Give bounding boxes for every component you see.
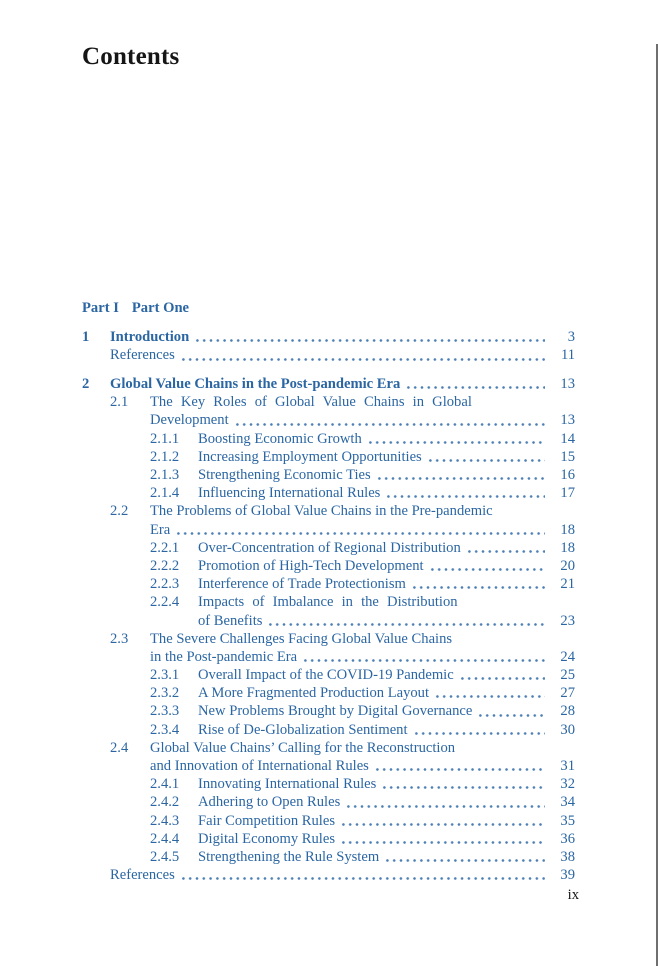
toc-entry-number: 2.1 (110, 394, 129, 411)
table-of-contents (82, 328, 575, 884)
toc-entry-title[interactable]: Over-Concentration of Regional Distribution (198, 539, 461, 556)
toc-page-number: 28 (560, 703, 575, 720)
toc-dot-leader (405, 375, 545, 393)
toc-entry-number: 2.3.3 (150, 703, 180, 720)
toc-entry-title[interactable]: Digital Economy Rules (198, 830, 336, 847)
toc-page-number: 31 (560, 758, 575, 774)
toc-row (82, 393, 575, 411)
toc-entry-number: 2.2.4 (150, 594, 180, 611)
toc-page-number: 3 (567, 329, 575, 346)
toc-dot-leader (234, 411, 545, 429)
toc-dot-leader (340, 830, 545, 848)
toc-row (82, 793, 575, 811)
folio-page-number: ix (567, 887, 579, 904)
toc-page-number: 21 (560, 576, 575, 593)
toc-dot-leader (429, 557, 545, 575)
toc-entry-number: 2.1.1 (150, 430, 180, 447)
toc-page-number: 38 (560, 848, 575, 865)
toc-row (82, 375, 575, 393)
toc-row (82, 812, 575, 830)
toc-row (82, 612, 575, 630)
toc-page-number: 39 (560, 867, 575, 884)
toc-page-number: 13 (560, 376, 575, 393)
toc-entry-title[interactable]: The Problems of Global Value Chains in the Pre-pandemic (150, 503, 493, 520)
toc-entry-number: 2.4.4 (150, 830, 180, 847)
toc-page-number: 24 (560, 648, 575, 665)
toc-row (82, 411, 575, 429)
toc-dot-leader (302, 648, 545, 666)
part-heading (82, 300, 575, 318)
part-title: Part One (131, 300, 190, 316)
toc-entry-title[interactable]: Rise of De-Globalization Sentiment (198, 721, 408, 738)
toc-dot-leader (381, 775, 545, 793)
toc-row (82, 593, 575, 611)
toc-dot-leader (345, 793, 545, 811)
toc-dot-leader (384, 848, 545, 866)
toc-row (82, 448, 575, 466)
toc-row (82, 648, 575, 666)
toc-entry-title[interactable]: Impacts of Imbalance in the Distribution (198, 594, 458, 611)
toc-page-number: 27 (560, 685, 575, 702)
toc-row (82, 702, 575, 720)
toc-page-number: 30 (560, 721, 575, 738)
toc-row (82, 328, 575, 346)
toc-entry-title[interactable]: and Innovation of International Rules (150, 758, 369, 774)
toc-entry-title[interactable]: Introduction (110, 329, 190, 346)
toc-entry-title[interactable]: Fair Competition Rules (198, 812, 336, 829)
toc-entry-title[interactable]: References (110, 867, 175, 884)
toc-row (82, 466, 575, 484)
toc-entry-number: 2.4.5 (150, 848, 180, 865)
toc-entry-title[interactable]: Strengthening Economic Ties (198, 467, 371, 483)
toc-dot-leader (175, 521, 545, 539)
toc-dot-leader (466, 539, 545, 557)
toc-entry-number: 2.3.4 (150, 721, 180, 738)
toc-dot-leader (411, 575, 545, 593)
toc-dot-leader (477, 702, 545, 720)
toc-page-number: 16 (560, 467, 575, 483)
toc-row (82, 484, 575, 502)
part-label: Part I (82, 300, 119, 316)
toc-row (82, 575, 575, 593)
toc-entry-number: 2 (82, 376, 90, 393)
toc-entry-title[interactable]: of Benefits (198, 612, 263, 629)
toc-entry-title[interactable]: The Key Roles of Global Value Chains in Global (150, 394, 472, 411)
toc-dot-leader (180, 346, 545, 364)
toc-dot-leader (385, 484, 545, 502)
toc-row (82, 848, 575, 866)
toc-entry-number: 2.1.3 (150, 467, 180, 483)
toc-page-number: 17 (560, 485, 575, 502)
toc-entry-number: 1 (82, 329, 90, 346)
toc-dot-leader (267, 612, 545, 630)
toc-entry-title[interactable]: Adhering to Open Rules (198, 794, 341, 811)
toc-entry-title[interactable]: Global Value Chains in the Post-pandemic Era (110, 376, 401, 393)
toc-row (82, 721, 575, 739)
toc-entry-title[interactable]: Increasing Employment Opportunities (198, 448, 422, 465)
toc-page-number: 34 (560, 794, 575, 811)
toc-page-number: 11 (560, 347, 575, 364)
toc-page-number: 18 (560, 521, 575, 538)
toc-entry-number: 2.2.2 (150, 557, 180, 574)
toc-row (82, 666, 575, 684)
toc-dot-leader (376, 466, 545, 484)
toc-entry-number: 2.4.2 (150, 794, 180, 811)
toc-row (82, 866, 575, 884)
toc-entry-title[interactable]: Influencing International Rules (198, 485, 381, 502)
toc-entry-title[interactable]: New Problems Brought by Digital Governance (198, 703, 473, 720)
toc-page-number: 35 (560, 812, 575, 829)
toc-entry-title[interactable]: Strengthening the Rule System (198, 848, 380, 865)
toc-entry-title[interactable]: References (110, 347, 175, 364)
toc-page-number: 18 (560, 539, 575, 556)
toc-entry-title[interactable]: Era (150, 521, 171, 538)
page-title: Contents (82, 43, 180, 70)
toc-entry-title[interactable]: Global Value Chains’ Calling for the Reconstruction (150, 739, 456, 756)
toc-row (82, 430, 575, 448)
toc-entry-number: 2.3.2 (150, 685, 180, 702)
toc-page-number: 32 (560, 776, 575, 793)
toc-page-number: 15 (560, 448, 575, 465)
toc-entry-title[interactable]: A More Fragmented Production Layout (198, 685, 430, 702)
toc-entry-number: 2.1.4 (150, 485, 180, 502)
toc-row (82, 630, 575, 648)
toc-row (82, 346, 575, 364)
toc-page-number: 25 (560, 667, 575, 684)
toc-row (82, 775, 575, 793)
toc-entry-title[interactable]: in the Post-pandemic Era (150, 648, 298, 665)
toc-entry-title[interactable]: Promotion of High-Tech Development (198, 557, 424, 574)
toc-row (82, 684, 575, 702)
toc-entry-number: 2.3 (110, 630, 129, 647)
toc-entry-title[interactable]: Development (150, 412, 229, 429)
toc-dot-leader (413, 721, 545, 739)
toc-entry-number: 2.4.1 (150, 776, 180, 793)
toc-dot-leader (434, 684, 545, 702)
toc-dot-leader (367, 430, 545, 448)
toc-row (82, 830, 575, 848)
toc-row (82, 557, 575, 575)
toc-page-number: 20 (560, 557, 575, 574)
toc-dot-leader (180, 866, 545, 884)
toc-entry-number: 2.3.1 (150, 667, 180, 684)
toc-row (82, 521, 575, 539)
toc-row (82, 539, 575, 557)
toc-entry-number: 2.4 (110, 739, 129, 756)
toc-page-number: 13 (560, 412, 575, 429)
toc-page-number: 14 (560, 430, 575, 447)
toc-row (82, 739, 575, 757)
toc-entry-title[interactable]: Overall Impact of the COVID-19 Pandemic (198, 667, 454, 684)
toc-entry-number: 2.4.3 (150, 812, 180, 829)
page-footer (82, 887, 579, 904)
toc-dot-leader (459, 666, 545, 684)
toc-entry-title[interactable]: Boosting Economic Growth (198, 430, 362, 447)
toc-entry-number: 2.2.3 (150, 576, 180, 593)
toc-row (82, 757, 575, 775)
toc-dot-leader (194, 328, 545, 346)
toc-entry-number: 2.2.1 (150, 539, 180, 556)
toc-page-number: 36 (560, 830, 575, 847)
toc-dot-leader (427, 448, 545, 466)
toc-dot-leader (374, 757, 545, 775)
book-page (0, 44, 658, 966)
toc-entry-number: 2.2 (110, 503, 129, 520)
toc-row (82, 502, 575, 520)
toc-entry-title[interactable]: Interference of Trade Protectionism (198, 576, 406, 593)
toc-entry-number: 2.1.2 (150, 448, 180, 465)
toc-dot-leader (340, 812, 545, 830)
toc-entry-title[interactable]: The Severe Challenges Facing Global Value Chains (150, 630, 453, 647)
toc-entry-title[interactable]: Innovating International Rules (198, 776, 377, 793)
toc-page-number: 23 (560, 612, 575, 629)
